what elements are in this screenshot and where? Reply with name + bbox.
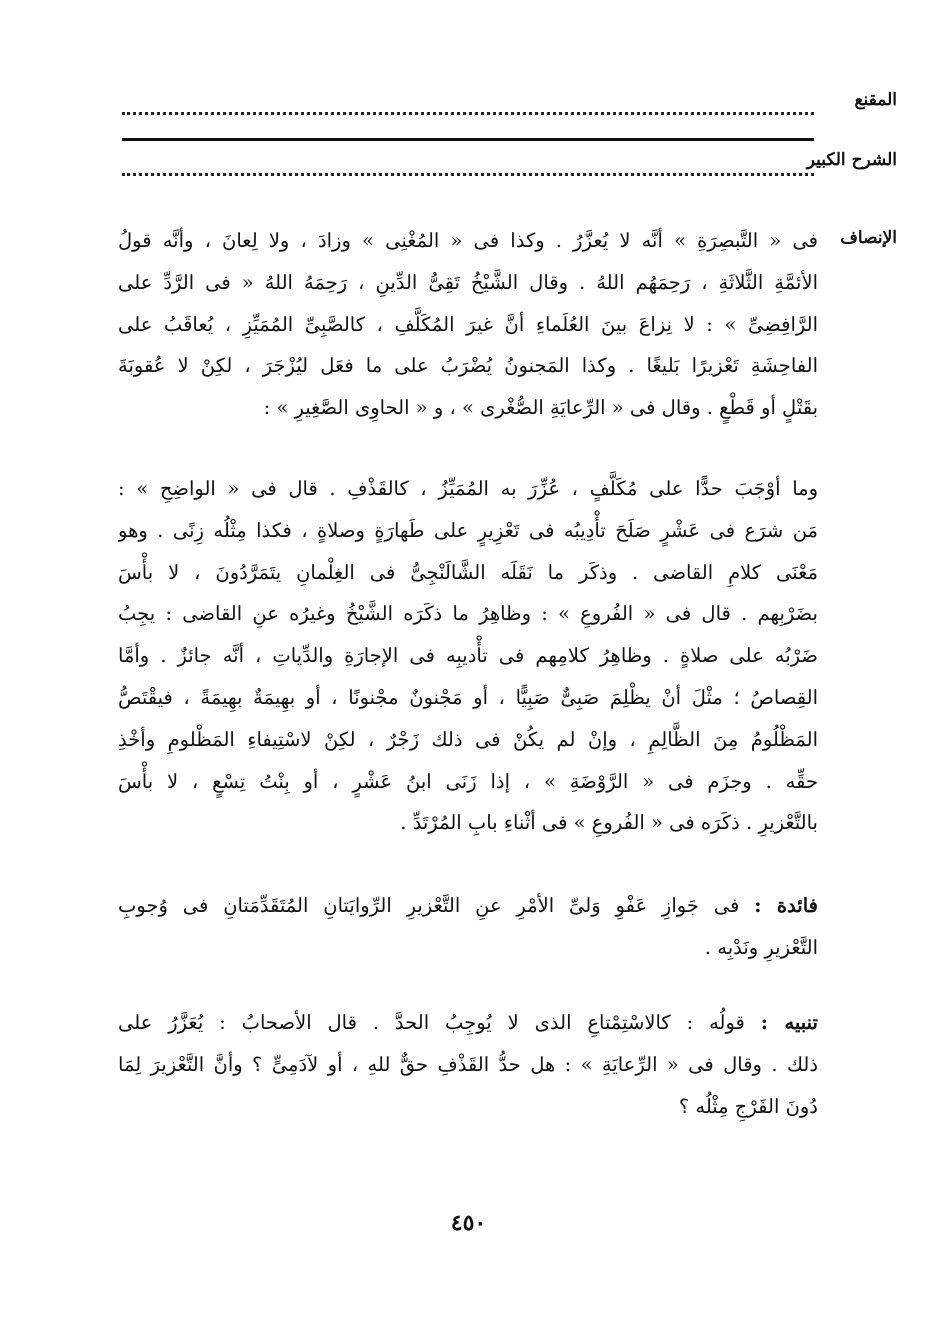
text-line: فى « التَّبصِرَةِ » أنَّه لا يُعزَّرُ . وكذا فى « المُغْنِى » وزادَ ، ولا لِعانَ ، وأنَّه قولُ [118, 229, 818, 252]
section-label-sharh: الشرح الكبير [806, 150, 897, 170]
text-line: الأئمَّةِ الثَّلاثَةِ ، رَحِمَهُم اللهُ . وقال الشَّيْخُ تَقِىُّ الدِّينِ ، رَحِمَهُ اللهُ « فى الرَّدِّ على [118, 270, 818, 294]
text-line: بقَتْلٍ أو قَطْعٍ . وقال فى « الرِّعايَةِ الصُّغْرى » ، و « الحاوِى الصَّغِيرِ » : [263, 396, 818, 420]
text-line: حقِّه . وجزَم فى « الرَّوْضَةِ » ، إذا زَنَى ابنُ عَشْرٍ ، أو بِنْتُ تِسْعٍ ، لا بأْسَ [118, 769, 818, 793]
text-line: بالتَّعْزيرِ . ذكَرَه فى « الفُروعِ » فى أثْناءِ بابِ المُرْتَدِّ . [400, 811, 818, 835]
text-line: ذلك . وقال فى « الرِّعايَةِ » : هل حدُّ القَذْفِ حقٌّ للهِ ، أو لآدَمِىٍّ ؟ وأنَّ التَّعْزيرَ لِمَا [118, 1052, 818, 1076]
text-line: القِصاصُ ؛ مثْلَ أنْ يظْلِمَ صَبِىٌّ صَبِيًّا ، أو مَجْنونٌ مجْنونًا ، أو بهِيمَةٌ بهِيمَةً ، فيقْتَصُّ [118, 685, 818, 709]
page-number: ٤٥٠ [450, 1210, 487, 1236]
insaf-paragraph [118, 220, 818, 429]
text-line: التَّعْزيرِ ونَدْبِه . [704, 935, 818, 959]
section-label-muqni: المقنع [854, 90, 897, 110]
text-line: مَن شرَع فى عَشْرٍ صَلَحَ تأْدِيبُه فى تَعْزِيرٍ على طَهارَةٍ وصلاةٍ ، فكذا مِثْلُه زِنًى . وهو [118, 518, 818, 542]
text-line: الرَّافِضِىِّ » : لا نِزاعَ بينَ العُلَماءِ أنَّ غيرَ المُكَلَّفِ ، كالصَّبِىِّ المُمَيِّزِ ، يُعاقَبُ على [118, 312, 818, 336]
dotted-placeholder-muqni [122, 112, 814, 115]
tanbih-note [118, 1002, 818, 1127]
text-line: المَظْلُومُ مِنَ الظَّالِمِ ، وإنْ لم يكُنْ فى ذلك زَجْرٌ ، لكِنْ لاسْتِيفاءِ المَظْلومِ وأخْذِ [118, 727, 818, 751]
faida-heading: فائدة : [754, 894, 818, 917]
quoted-paragraph [118, 468, 818, 844]
tanbih-text: قولُه : كالاسْتِمْتاعِ الذى لا يُوجِبُ الحدَّ . قال الأصحابُ : يُعَزَّرُ على [118, 1011, 745, 1034]
text-line: بضَرْبِهم . قال فى « الفُروعِ » : وظاهِرُ ما ذكَرَه الشَّيْخُ وغيرُه عنِ القاضى : يجِبُ [118, 602, 818, 626]
faida-note [118, 885, 818, 969]
faida-text: فى جَوازِ عَفْوِ وَلىِّ الأمْرِ عنِ التَّعْزيرِ الرِّوايَتانِ المُتَقَدِّمَتانِ فى وُجوبِ [118, 894, 740, 917]
text-line: وما أوْجَبَ حدًّا على مُكَلَّفٍ ، عُزِّرَ به المُمَيِّزُ ، كالقَذْفِ . قال فى « الواضِحِ » : [118, 477, 818, 500]
separator-rule [122, 138, 814, 141]
text-line: مَعْنَى كلامِ القاضى . وذكَر ما نَقَلَه الشَّالَنْجِىُّ فى الغِلْمانِ يتَمَرَّدُونَ ، لا بأْسَ [118, 560, 818, 584]
text-line: دُونَ الفَرْجِ مِثْلُه ؟ [678, 1094, 818, 1118]
text-line: ضَرْبُه على صلاةٍ . وظاهِرُ كلامِهم فى تأْديبِه فى الإجارَةِ والدِّياتِ ، أنَّه جائزٌ . وأمَّا [118, 644, 818, 668]
dotted-placeholder-sharh [122, 173, 814, 176]
text-line: الفاحِشَةِ تَعْزيرًا بَليغًا . وكذا المَجنونُ يُضْرَبُ على ما فعَل ليُزْجَرَ ، لكِنْ لا عُقوبَةَ [118, 354, 818, 378]
text-line [118, 885, 818, 927]
text-line [118, 1002, 818, 1044]
section-label-insaf: الإنصاف [840, 228, 897, 248]
tanbih-heading: تنبيه : [760, 1011, 818, 1034]
